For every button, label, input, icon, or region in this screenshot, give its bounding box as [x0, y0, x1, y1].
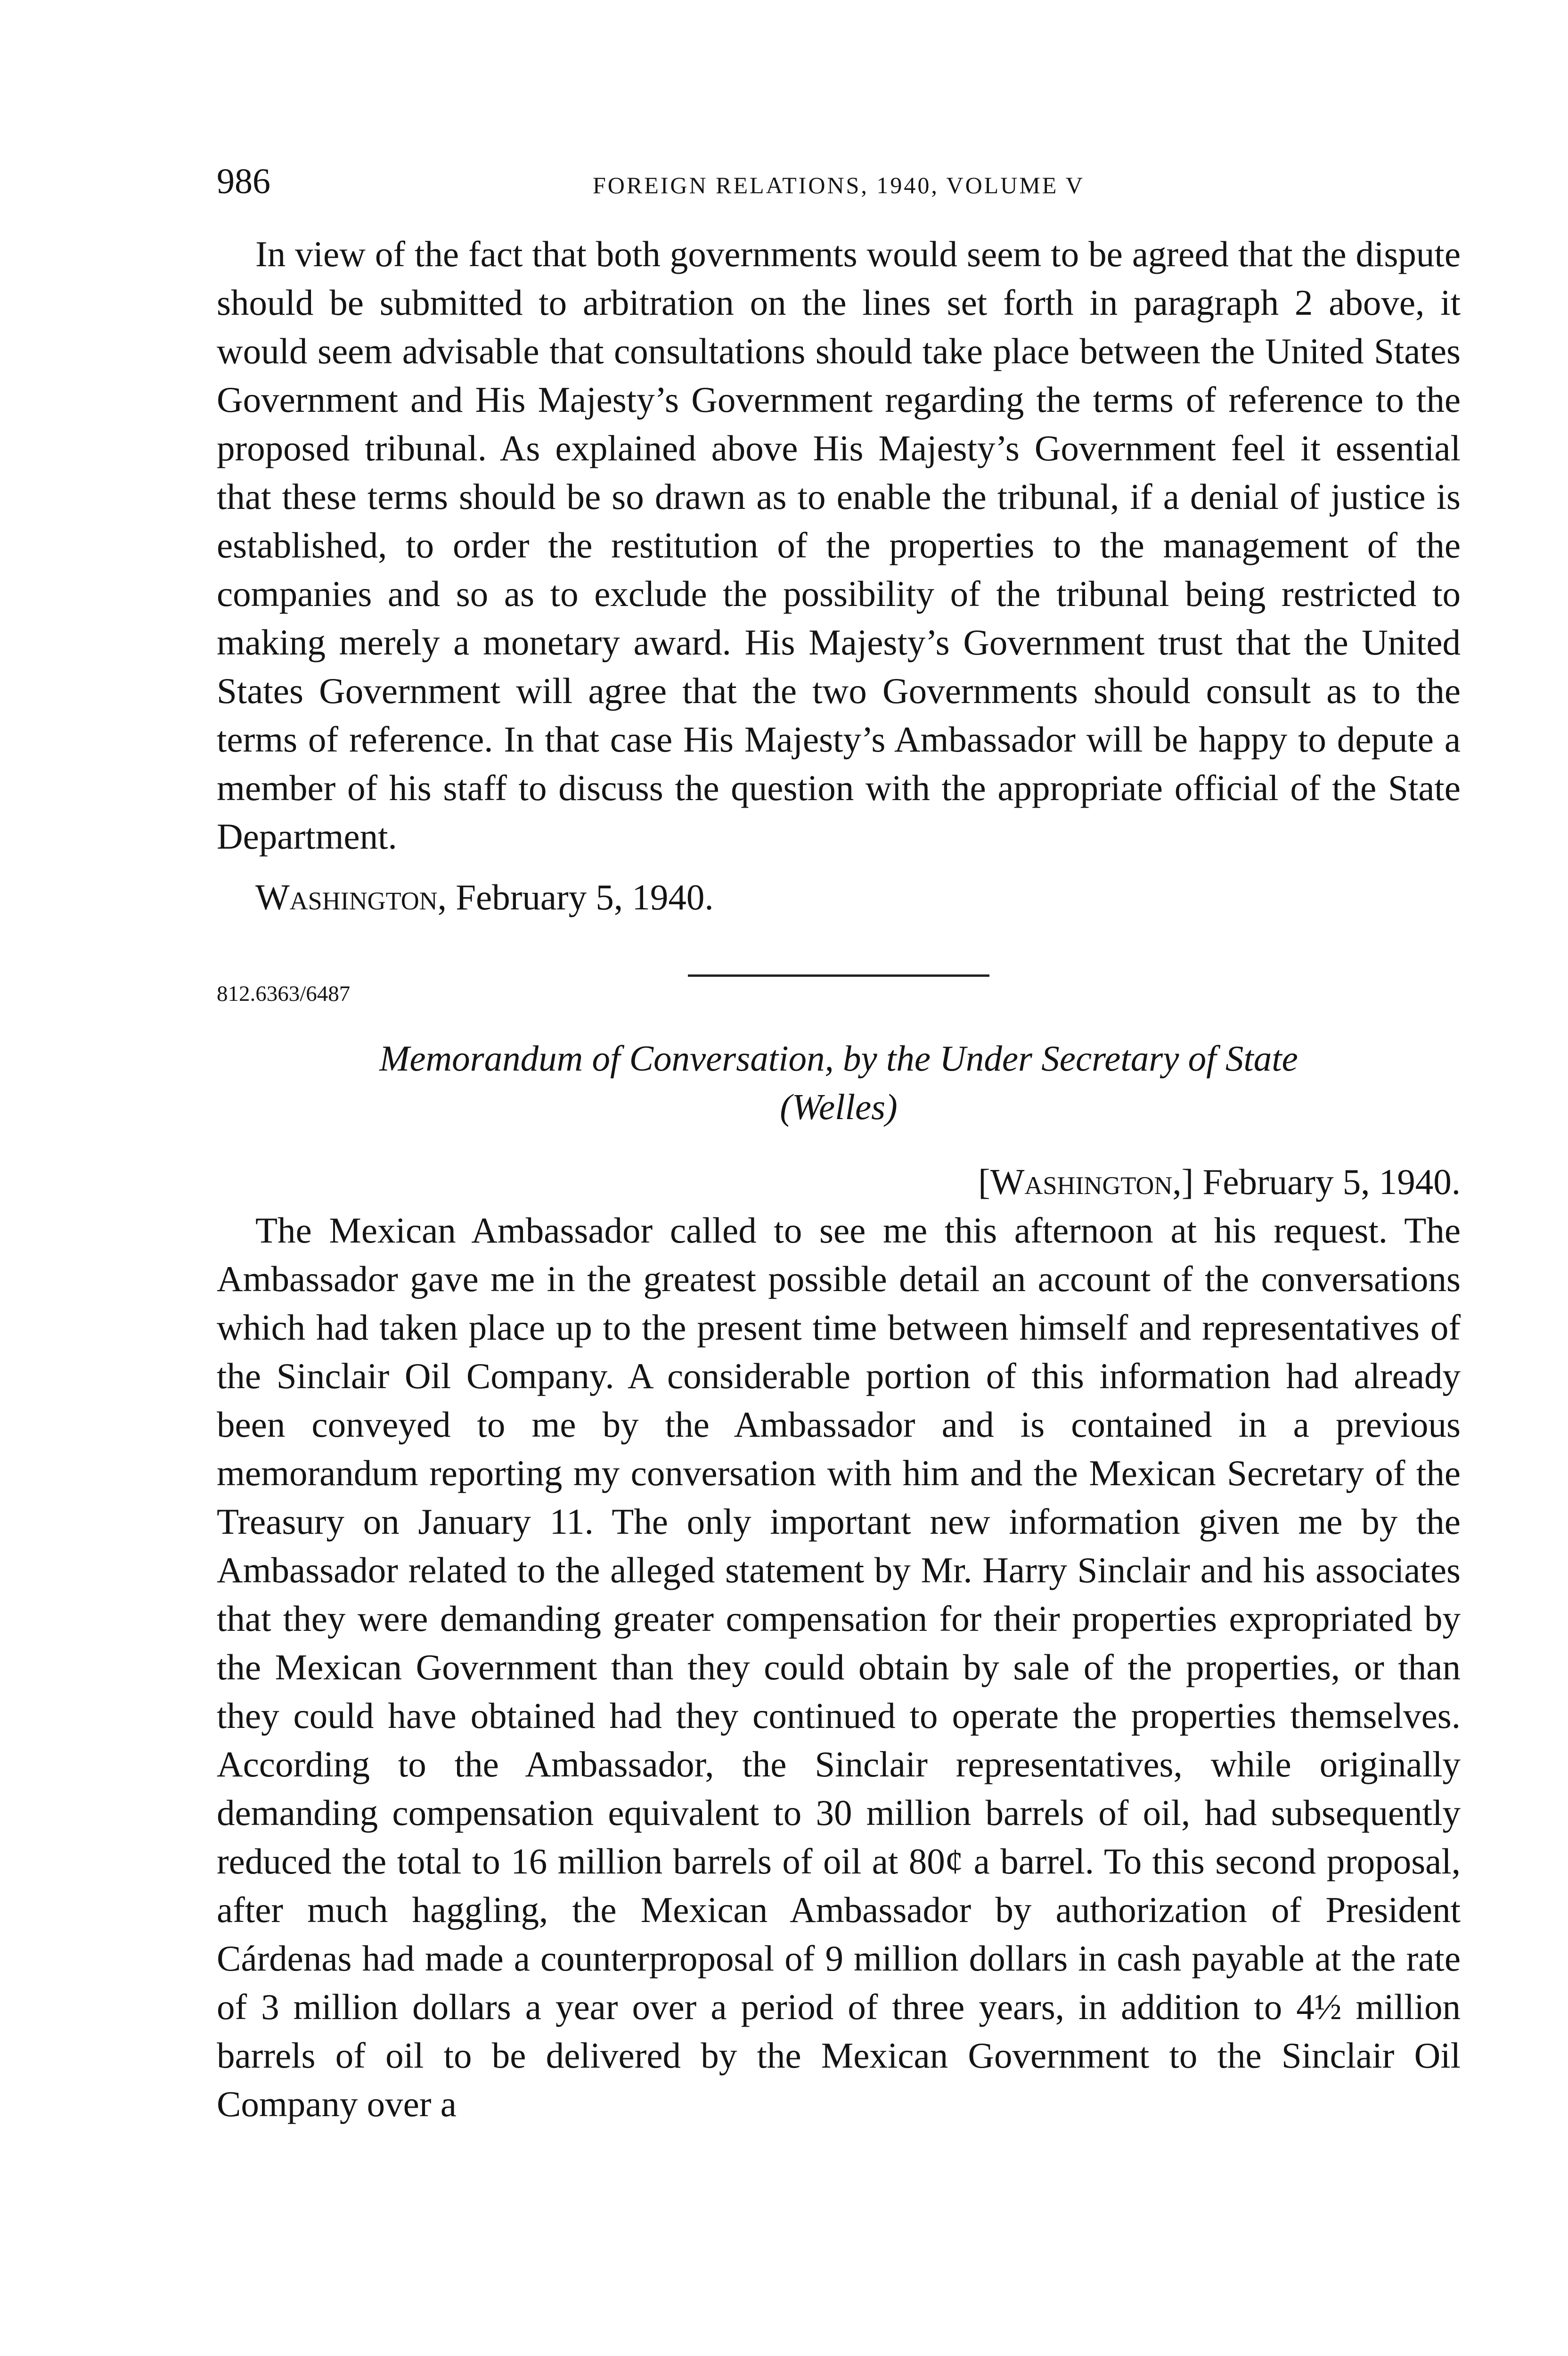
- memorandum-dateline: [217, 1158, 1461, 1206]
- memorandum-paragraph: The Mexican Ambassador called to see me this afternoon at his request. The Ambassador gave me in the greatest possible detail an account of the conversations which had taken place up to the present time between himself and representatives of the Sinclair Oil Company. A considerable portion of this information had already been conveyed to me by the Ambassador and is contained in a previous memorandum reporting my conversation with him and the Mexican Secretary of the Treasury on January 11. The only important new information given me by the Ambassador related to the alleged statement by Mr. Harry Sinclair and his associates that they were demanding greater compensation for their properties expropriated by the Mexican Government than they could obtain by sale of the properties, or than they could have obtained had they continued to operate the properties themselves. According to the Ambassador, the Sinclair representatives, while originally demanding compensation equivalent to 30 million barrels of oil, had subsequently reduced the total to 16 million barrels of oil at 80¢ a barrel. To this second proposal, after much haggling, the Mexican Ambassador by authorization of President Cárdenas had made a counterproposal of 9 million dollars in cash payable at the rate of 3 million dollars a year over a period of three years, in addition to 4½ million barrels of oil to be delivered by the Mexican Government to the Sinclair Oil Company over a: [217, 1210, 1461, 2124]
- note-place: Washington: [255, 877, 438, 917]
- memorandum-date: February 5, 1940.: [1193, 1162, 1461, 1202]
- memorandum-title: [217, 1034, 1461, 1131]
- document-page: [217, 160, 1461, 2128]
- section-divider: [688, 974, 989, 977]
- page-number: 986: [217, 162, 270, 201]
- memorandum-title-line-2: (Welles): [780, 1087, 898, 1127]
- memorandum-title-line-1: Memorandum of Conversation, by the Under Secretary of State: [379, 1038, 1298, 1079]
- running-head: [217, 160, 1461, 207]
- file-number: 812.6363/6487: [217, 982, 351, 1006]
- note-date: , February 5, 1940.: [437, 877, 714, 917]
- note-paragraph: In view of the fact that both governments would seem to be agreed that the dispute should be submitted to arbitration on the lines set forth in paragraph 2 above, it would seem advisable that consultations should take place between the United States Government and His Majesty’s Government regarding the terms of reference to the proposed tribunal. As explained above His Majesty’s Government feel it essential that these terms should be so drawn as to enable the tribunal, if a denial of justice is established, to order the restitution of the properties to the management of the companies and so as to exclude the possibility of the tribunal being restricted to making merely a monetary award. His Majesty’s Government trust that the United States Government will agree that the two Governments should consult as to the terms of reference. In that case His Majesty’s Ambassador will be happy to depute a member of his staff to discuss the question with the appropriate official of the State Department.: [217, 234, 1461, 857]
- running-title: FOREIGN RELATIONS, 1940, VOLUME V: [592, 172, 1085, 198]
- note-dateline: [217, 873, 1461, 922]
- memorandum-place: [Washington,]: [978, 1162, 1194, 1202]
